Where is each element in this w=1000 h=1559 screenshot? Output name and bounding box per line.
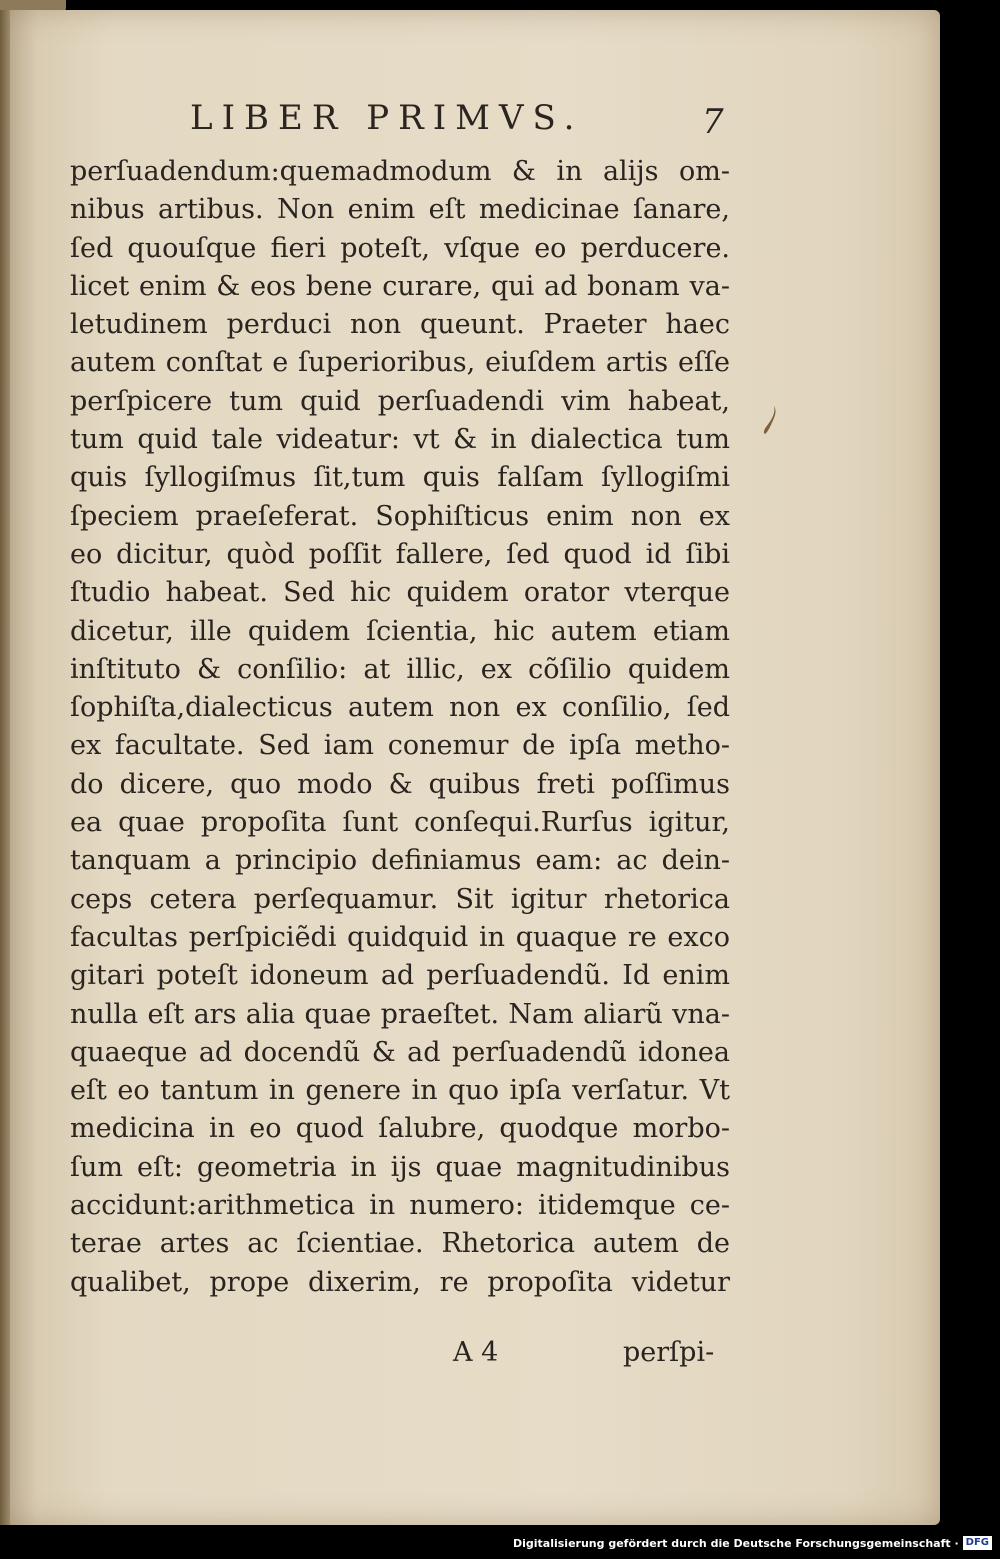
text-line: perſpicere tum quid perſuadendi vim habeat,: [70, 385, 730, 417]
dfg-logo: DFG: [963, 1536, 992, 1550]
signature-mark: A 4: [453, 1337, 499, 1368]
text-line: eſt eo tantum in genere in quo ipſa verſatur. Vt: [70, 1075, 730, 1107]
digitization-credit: [513, 1535, 992, 1551]
text-line: autem conſtat e ſuperioribus, eiuſdem artis eſſe: [70, 347, 730, 379]
page-footer: [70, 1337, 730, 1377]
body-text: [70, 153, 730, 1302]
text-line: tanquam a principio definiamus eam: ac dein-: [70, 845, 730, 877]
text-line: tum quid tale videatur: vt & in dialectica tum: [70, 424, 730, 456]
text-line: gitari poteſt idoneum ad perſuadendũ. Id enim: [70, 960, 730, 992]
text-line: ſpeciem praeſeferat. Sophiſticus enim non ex: [70, 500, 730, 532]
text-line: eo dicitur, quòd poſſit fallere, ſed quod id ſibi: [70, 538, 730, 570]
text-line: letudinem perduci non queunt. Praeter haec: [70, 309, 730, 341]
page-number: 7: [702, 102, 724, 142]
text-line: dicetur, ille quidem ſcientia, hic autem etiam: [70, 615, 730, 647]
text-line: qualibet, prope dixerim, re propoſita videtur: [70, 1266, 730, 1298]
text-line: do dicere, quo modo & quibus freti poſſimus: [70, 768, 730, 800]
text-line: quis ſyllogiſmus ſit,tum quis falſam ſyllogiſmi: [70, 462, 730, 494]
text-line: terae artes ac ſcientiae. Rhetorica autem de: [70, 1228, 730, 1260]
ink-stain-mark: [762, 405, 778, 435]
text-line: accidunt:arithmetica in numero: itidemque ce-: [70, 1190, 730, 1222]
credit-text: Digitalisierung gefördert durch die Deutsche Forschungsgemeinschaft ·: [512, 1536, 959, 1550]
text-line: perſuadendum:quemadmodum & in alijs om-: [70, 156, 730, 187]
text-line: ſtudio habeat. Sed hic quidem orator vterque: [70, 577, 730, 609]
text-line: ſed quouſque fieri poteſt, vſque eo perducere.: [70, 232, 730, 264]
text-line: licet enim & eos bene curare, qui ad bonam va-: [70, 270, 730, 302]
text-line: quaeque ad docendũ & ad perſuadendũ idonea: [70, 1036, 730, 1068]
catchword: perſpi-: [623, 1337, 715, 1368]
text-line: ſum eſt: geometria in ijs quae magnitudinibus: [70, 1151, 730, 1183]
page-header: [190, 98, 730, 142]
running-title: LIBER PRIMVS.: [190, 98, 584, 138]
binding-edge: [0, 10, 10, 1525]
text-line: nibus artibus. Non enim eſt medicinae ſanare,: [70, 194, 730, 226]
text-line: ceps cetera perſequamur. Sit igitur rhetorica: [70, 883, 730, 915]
text-line: ex facultate. Sed iam conemur de ipſa metho-: [70, 730, 730, 762]
text-line: facultas perſpiciẽdi quidquid in quaque re exco: [70, 921, 730, 953]
text-line: medicina in eo quod ſalubre, quodque morbo-: [70, 1113, 730, 1145]
text-line: ſophiſta,dialecticus autem non ex conſilio, ſed: [70, 692, 730, 724]
text-line: inſtituto & conſilio: at illic, ex cõſilio quidem: [70, 653, 730, 685]
text-line: ea quae propoſita ſunt conſequi.Rurſus igitur,: [70, 807, 730, 839]
text-line: nulla eſt ars alia quae praeſtet. Nam aliarũ vna-: [70, 998, 730, 1030]
